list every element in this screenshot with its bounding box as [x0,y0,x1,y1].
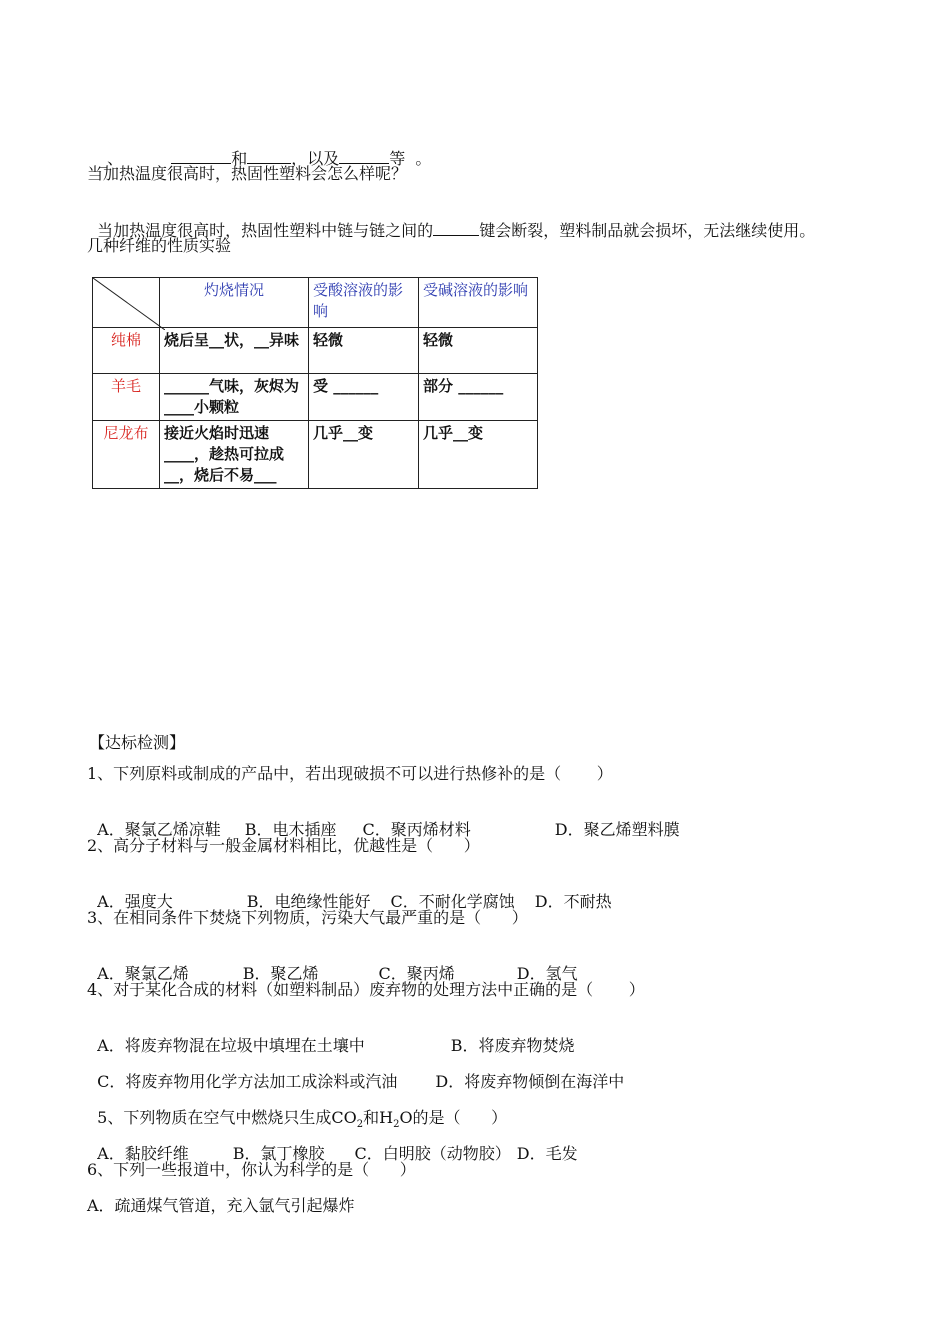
fill-text-2: 和 [231,149,248,168]
q4-option-a: A．将废弃物混在垃圾中填埋在土壤中 [97,1036,365,1055]
table-corner-cell [93,278,160,328]
q3-option-a: A．聚氯乙烯 [97,964,189,983]
q2-option-a: A．强度大 [97,892,173,911]
blank [339,148,389,164]
q1-option-a: A．聚氯乙烯凉鞋 [97,820,221,839]
answer-heat-post: 键会断裂，塑料制品就会损坏，无法继续使用。 [479,221,816,240]
question-4: 4、对于某化合成的材料（如塑料制品）废弃物的处理方法中正确的是（ ） [87,980,645,999]
row-name-wool: 羊毛 [93,374,160,421]
q2-option-b: B．电绝缘性能好 [246,892,371,911]
q4-option-c: C．将废弃物用化学方法加工成涂料或汽油 [97,1072,398,1091]
q3-option-d: D．氢气 [516,964,578,983]
fiber-table [92,277,538,489]
header-base: 受碱溶液的影响 [419,278,538,328]
test-heading: 【达标检测】 [89,733,186,752]
q5-option-d: D．毛发 [516,1144,578,1163]
nylon-base: 几乎__变 [419,421,538,489]
blank [247,148,291,164]
fill-text-3: ，以及 [291,149,340,168]
cotton-burn: 烧后呈__状，__异味 [160,328,309,374]
q3-options [87,944,578,984]
question-3: 3、在相同条件下焚烧下列物质，污染大气最严重的是（ ） [87,908,528,927]
q1-option-c: C．聚丙烯材料 [362,820,471,839]
q4-option-b: B．将废弃物焚烧 [450,1036,575,1055]
blank [171,148,231,164]
fill-text-4: 等 。 [389,149,432,168]
diagonal-line [93,278,165,330]
q5-option-c: C．白明胶（动物胶） [354,1144,511,1163]
question-2: 2、高分子材料与一般金属材料相比，优越性是（ ） [87,836,480,855]
question-6: 6、下列一些报道中，你认为科学的是（ ） [87,1160,416,1179]
q5-subscript-2: 2 [393,1119,400,1131]
wool-base: 部分 ______ [419,374,538,421]
q5-text-pre: 5、下列物质在空气中燃烧只生成CO [97,1108,357,1127]
q3-option-b: B．聚乙烯 [242,964,319,983]
q5-text-post: O的是（ ） [399,1108,508,1127]
cotton-acid: 轻微 [309,328,419,374]
fill-line-1 [89,128,431,169]
row-name-nylon: 尼龙布 [93,421,160,489]
fiber-title: 几种纤维的性质实验 [87,236,232,255]
nylon-burn: 接近火焰时迅速____，趁热可拉成__，烧后不易___ [160,421,309,489]
wool-burn: ______气味，灰烬为____小颗粒 [160,374,309,421]
answer-heat-pre: 当加热温度很高时，热固性塑料中链与链之间的 [97,221,434,240]
q1-option-b: B．电木插座 [244,820,337,839]
answer-heat [87,200,815,241]
q2-options [87,872,612,912]
q5-options [87,1124,578,1164]
row-name-cotton: 纯棉 [93,328,160,374]
q3-option-c: C．聚丙烯 [378,964,455,983]
q2-option-d: D．不耐热 [534,892,612,911]
q5-option-a: A．黏胶纤维 [97,1144,189,1163]
header-acid: 受酸溶液的影响 [309,278,419,328]
blank [433,220,479,236]
q2-option-c: C．不耐化学腐蚀 [390,892,515,911]
cotton-base: 轻微 [419,328,538,374]
q4-options-row2 [87,1052,624,1092]
q1-option-d: D．聚乙烯塑料膜 [554,820,680,839]
q4-option-d: D．将废弃物倾倒在海洋中 [435,1072,625,1091]
question-heat: 当加热温度很高时，热固性塑料会怎么样呢？ [87,164,408,183]
q5-text-mid: 和H [363,1108,394,1127]
header-burn: 灼烧情况 [160,278,309,328]
fill-text-1: _、 [99,149,124,168]
q5-option-b: B．氯丁橡胶 [232,1144,325,1163]
wool-acid: 受 ______ [309,374,419,421]
nylon-acid: 几乎__变 [309,421,419,489]
question-1: 1、下列原料或制成的产品中，若出现破损不可以进行热修补的是（ ） [87,764,613,783]
q6-option-a: A．疏通煤气管道，充入氩气引起爆炸 [87,1196,355,1215]
q5-subscript-1: 2 [356,1119,364,1131]
q1-options [87,800,680,840]
q4-options-row1 [87,1016,575,1056]
